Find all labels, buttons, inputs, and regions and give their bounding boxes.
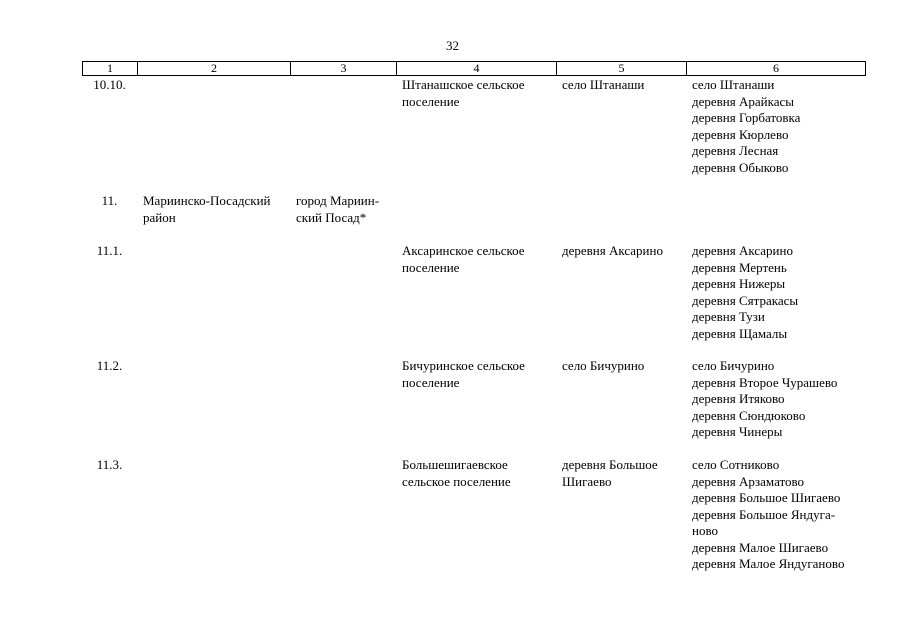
administrative-center	[562, 457, 687, 490]
column-number-1: 1	[83, 62, 138, 76]
administrative-center	[562, 77, 687, 94]
district-name	[143, 193, 291, 226]
localities-list-line: деревня Кюрлево	[692, 126, 789, 142]
localities-list	[692, 457, 864, 573]
localities-list-line: деревня Аксарино	[692, 243, 793, 258]
localities-list-line: деревня Тузи	[692, 309, 765, 324]
administrative-center-line: село Штанаши	[562, 77, 645, 92]
localities-list-line: деревня Арайкасы	[692, 93, 794, 109]
localities-list-line: деревня Второе Чурашево	[692, 374, 838, 390]
localities-list-line: село Сотниково	[692, 457, 780, 472]
settlement-name	[402, 77, 557, 110]
settlement-name-line: поселение	[402, 374, 460, 390]
settlement-name	[402, 358, 557, 391]
localities-list-line: деревня Арзаматово	[692, 473, 805, 489]
column-number-5: 5	[557, 62, 687, 76]
administrative-center	[562, 358, 687, 375]
row-number: 11.3.	[96, 457, 123, 472]
district-center	[296, 193, 398, 226]
column-number-2: 2	[138, 62, 291, 76]
settlement-name-line: поселение	[402, 93, 460, 109]
administrative-center-line: Шигаево	[562, 473, 612, 489]
district-name-line: Мариинско-Посадский	[143, 193, 271, 208]
settlement-name-line: Большешигаевское	[402, 457, 508, 472]
localities-list-line: деревня Малое Шигаево	[692, 539, 829, 555]
settlement-name	[402, 457, 557, 490]
localities-list-line: деревня Сятракасы	[692, 292, 799, 308]
localities-list-line: деревня Нижеры	[692, 276, 786, 291]
district-center-line: город Мариин-	[296, 193, 380, 208]
row-number: 11.1.	[96, 243, 123, 258]
column-number-6: 6	[687, 62, 866, 76]
column-number-header	[82, 61, 866, 76]
settlement-name-line: Бичуринское сельское	[402, 358, 525, 373]
settlement-name-line: сельское поселение	[402, 473, 511, 489]
settlement-name	[402, 243, 557, 276]
district-name-line: район	[143, 209, 176, 225]
localities-list-line: деревня Обыково	[692, 159, 789, 175]
settlement-name-line: Аксаринское сельское	[402, 243, 525, 258]
localities-list-line: деревня Малое Яндуганово	[692, 556, 845, 571]
row-number: 11.	[101, 193, 118, 208]
district-center-line: ский Посад*	[296, 209, 367, 225]
localities-list-line: деревня Щамалы	[692, 325, 788, 341]
row-number: 10.10.	[93, 77, 126, 92]
localities-list-line: деревня Большое Яндуга-	[692, 506, 836, 522]
localities-list-line: деревня Мертень	[692, 259, 787, 275]
row-number: 11.2.	[96, 358, 123, 373]
localities-list-line: деревня Сюндюково	[692, 407, 806, 423]
localities-list	[692, 358, 864, 441]
localities-list-line: деревня Горбатовка	[692, 110, 801, 125]
administrative-center-line: деревня Большое	[562, 457, 658, 472]
administrative-center	[562, 243, 687, 260]
localities-list-line: деревня Чинеры	[692, 424, 783, 439]
administrative-center-line: деревня Аксарино	[562, 243, 663, 258]
localities-list-line: деревня Итяково	[692, 391, 785, 406]
administrative-center-line: село Бичурино	[562, 358, 645, 373]
localities-list-line: ново	[692, 523, 719, 538]
column-number-3: 3	[291, 62, 397, 76]
localities-list	[692, 77, 864, 176]
localities-list-line: село Штанаши	[692, 77, 775, 92]
column-number-4: 4	[397, 62, 557, 76]
localities-list-line: село Бичурино	[692, 358, 775, 373]
localities-list-line: деревня Лесная	[692, 143, 779, 158]
localities-list-line: деревня Большое Шигаево	[692, 490, 841, 505]
page-number: 32	[446, 38, 459, 53]
localities-list	[692, 243, 864, 342]
settlement-name-line: поселение	[402, 259, 460, 275]
settlement-name-line: Штанашское сельское	[402, 77, 525, 92]
